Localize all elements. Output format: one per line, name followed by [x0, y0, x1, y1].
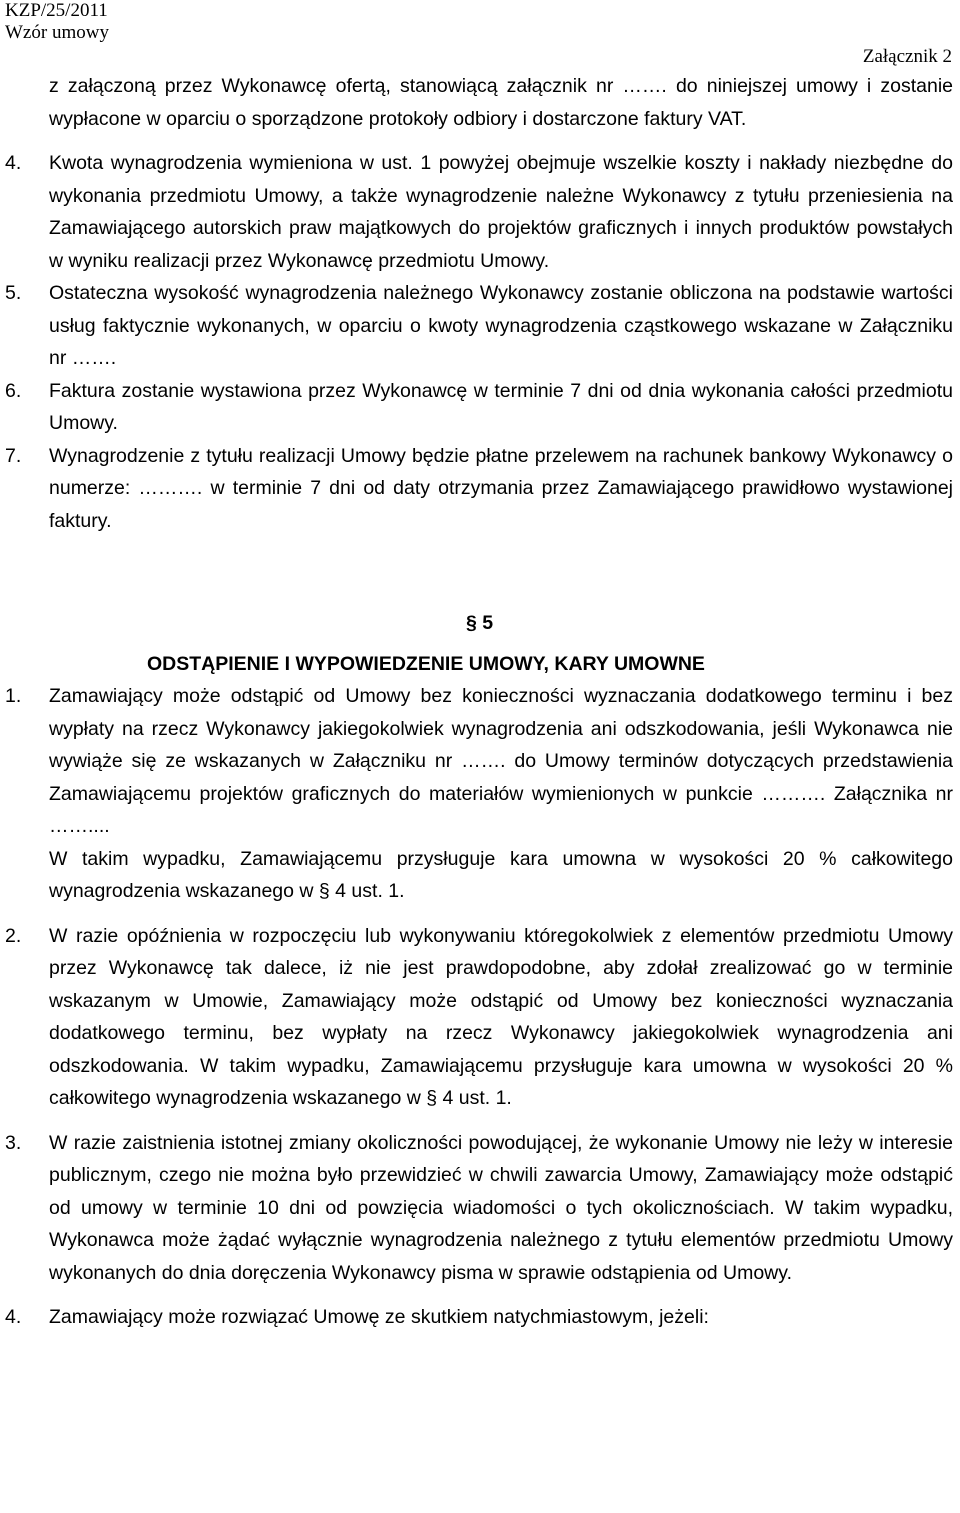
item-number: 4.: [5, 1306, 22, 1328]
list-item: [0, 440, 960, 538]
item-text-continued: W takim wypadku, Zamawiającemu przysługuje kara umowna w wysokości 20 % całkowitego wynagrodzenia wskazanego w § 4 ust. 1.: [49, 847, 953, 902]
item-number: 3.: [5, 1131, 22, 1154]
attachment-label: Załącznik 2: [862, 46, 952, 67]
item-text: Kwota wynagrodzenia wymieniona w ust. 1 powyżej obejmuje wszelkie koszty i nakłady niezbędne do wykonania przedmiotu Umowy, a także wynagrodzenie należne Wykonawcy z tytułu przeniesienia na Zamawiającego autorskich praw majątkowych do projektów graficznych i innych produktów powstałych w wyniku realizacji przez Wykonawcę przedmiotu Umowy.: [49, 152, 953, 272]
item-text: Zamawiający może odstąpić od Umowy bez konieczności wyznaczania dodatkowego terminu i bez wypłaty na rzecz Wykonawcy jakiegokolwiek wynagrodzenia ani odszkodowania, jeśli Wykonawca nie wywiąże się ze wskazanych w Załączniku nr ……. do Umowy terminów dotyczących przedstawienia Zamawiającemu projektów graficznych do materiałów wymienionych w punkcie ………. Załącznika nr ……....: [49, 685, 953, 837]
item-text: Ostateczna wysokość wynagrodzenia należnego Wykonawcy zostanie obliczona na podstawie wartości usług faktycznie wykonanych, w oparciu o kwoty wynagrodzenia cząstkowego wskazane w Załączniku nr …….: [49, 282, 953, 369]
item-number: 6.: [5, 379, 22, 402]
section-symbol: § 5: [466, 612, 494, 634]
list-item: [0, 920, 960, 1115]
list-item: [0, 1301, 960, 1334]
item-text: W razie zaistnienia istotnej zmiany okoliczności powodującej, że wykonanie Umowy nie leży w interesie publicznym, czego nie można było przewidzieć w chwili zawarcia Umowy, Zamawiający może odstąpić od umowy w terminie 10 dni od powzięcia wiadomości o tych okolicznościach. W takim wypadku, Wykonawca może żądać wyłącznie wynagrodzenia należnego z tytułu elementów przedmiotu Umowy wykonanych do dnia doręczenia Wykonawcy pisma w sprawie odstąpienia od Umowy.: [49, 1131, 953, 1284]
item-text: Zamawiający może rozwiązać Umowę ze skutkiem natychmiastowym, jeżeli:: [49, 1306, 709, 1328]
item-number: 4.: [5, 152, 22, 174]
item-text: W razie opóźnienia w rozpoczęciu lub wykonywaniu któregokolwiek z elementów przedmiotu Umowy przez Wykonawcę tak dalece, iż nie jest prawdopodobne, aby zdołał zrealizować go w terminie wskazanym w Umowie, Zamawiający może odstąpić od Umowy bez konieczności wyznaczania dodatkowego terminu, bez wypłaty na rzecz Wykonawcy jakiegokolwiek wynagrodzenia ani odszkodowania. W takim wypadku, Zamawiającemu przysługuje kara umowna w wysokości 20 % całkowitego wynagrodzenia wskazanego w § 4 ust. 1.: [49, 924, 953, 1109]
item-number: 1.: [5, 685, 22, 707]
item-text: Wynagrodzenie z tytułu realizacji Umowy będzie płatne przelewem na rachunek bankowy Wykonawcy o numerze: ………. w terminie 7 dni od daty otrzymania przez Zamawiającego prawidłowo wystawionej faktury.: [49, 444, 953, 532]
list-item: [0, 680, 960, 908]
item-number: 7.: [5, 444, 22, 467]
document-type: Wzór umowy: [5, 22, 109, 43]
list-item: [0, 277, 960, 375]
list-item: [0, 1127, 960, 1290]
list-item: [0, 375, 960, 440]
item-number: 2.: [5, 924, 22, 947]
intro-paragraph: z załączoną przez Wykonawcę ofertą, stanowiącą załącznik nr ……. do niniejszej umowy i zostanie wypłacone w oparciu o sporządzone protokoły odbiory i dostarczone faktury VAT.: [49, 75, 953, 130]
item-number: 5.: [5, 282, 22, 304]
document-header: [5, 0, 109, 44]
document-body: [0, 70, 960, 1334]
section-title: ODSTĄPIENIE I WYPOWIEDZENIE UMOWY, KARY UMOWNE: [147, 652, 705, 675]
document-reference: KZP/25/2011: [5, 0, 108, 21]
list-item: [0, 147, 960, 277]
item-text: Faktura zostanie wystawiona przez Wykonawcę w terminie 7 dni od dnia wykonania całości przedmiotu Umowy.: [49, 379, 953, 434]
